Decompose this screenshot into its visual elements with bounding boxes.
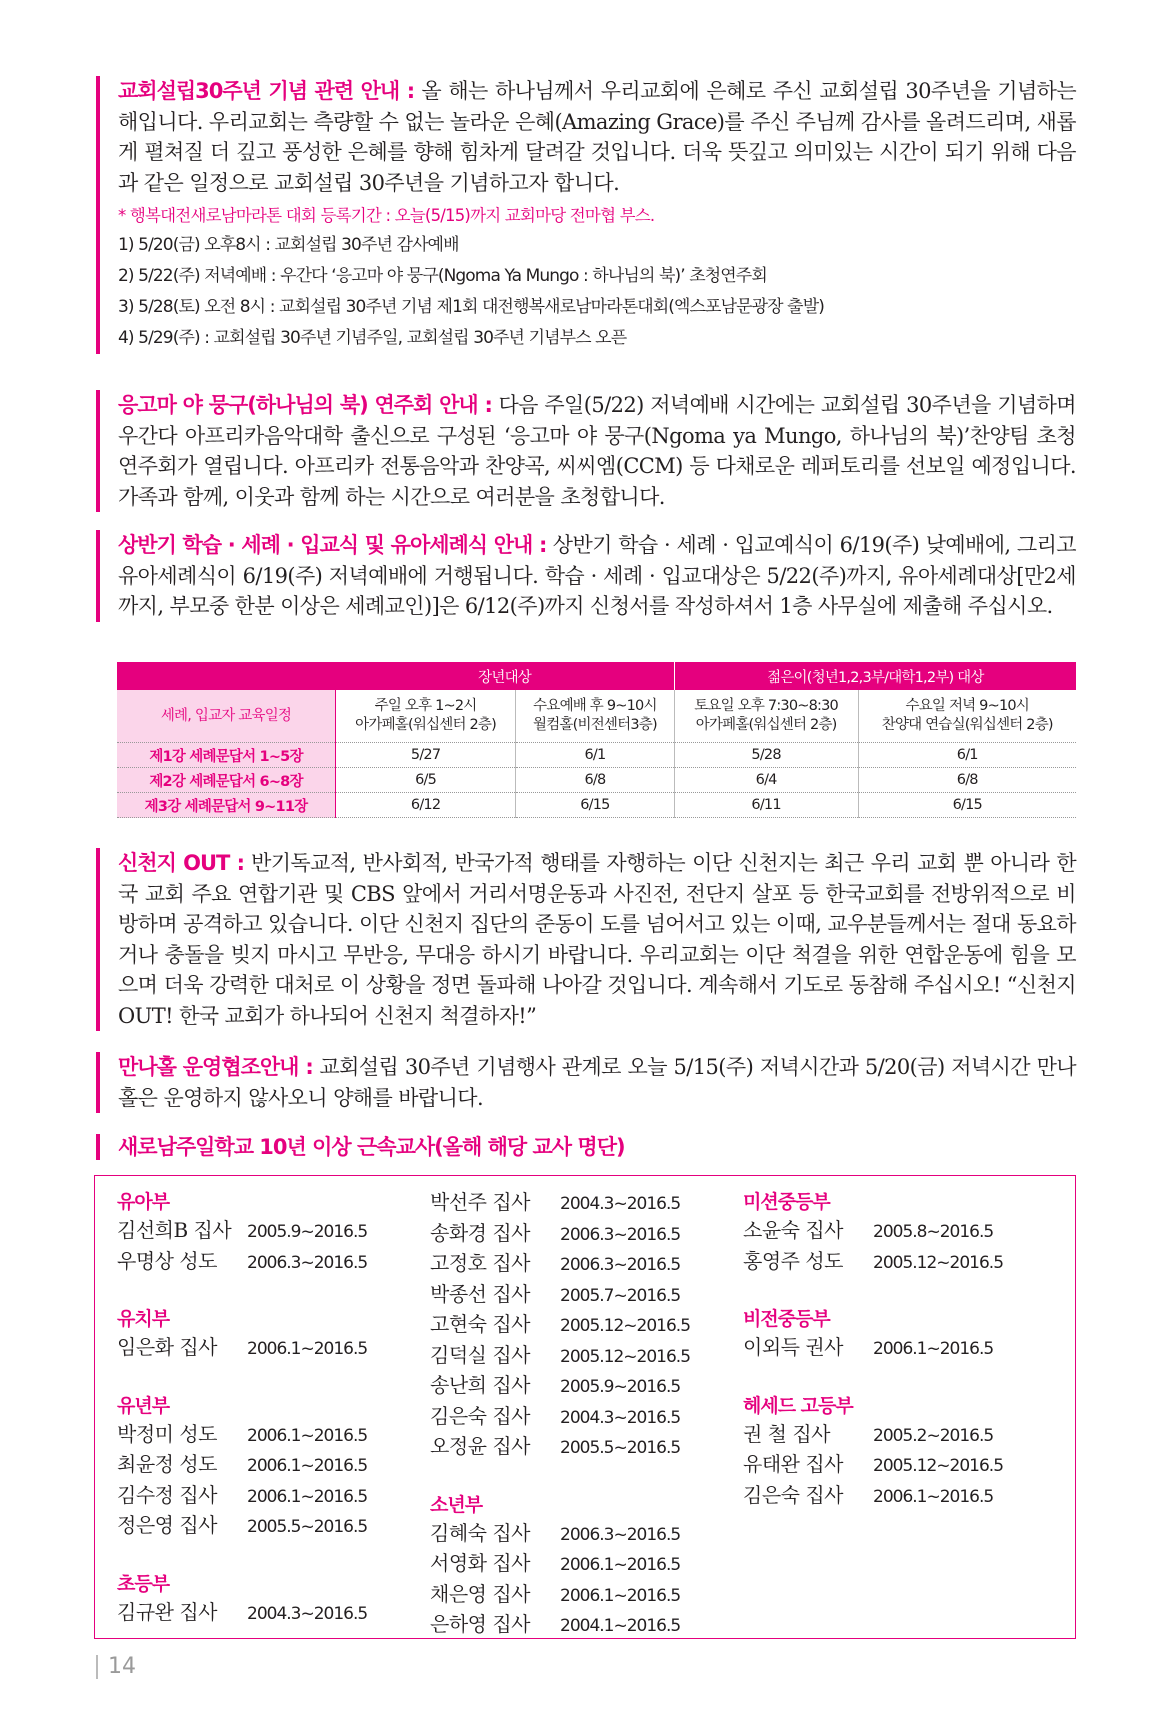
teacher-period: 2005.5~2016.5 — [560, 1438, 681, 1458]
teacher-period: 2006.1~2016.5 — [247, 1456, 368, 1476]
teacher-name: 오정윤 집사 — [430, 1434, 530, 1458]
teacher-name: 김규완 집사 — [117, 1599, 217, 1624]
teacher-name: 홍영주 성도 — [743, 1248, 843, 1273]
teacher-entry — [430, 1310, 690, 1341]
teacher-name: 김수정 집사 — [117, 1482, 217, 1507]
table-cell: 6/4 — [674, 768, 858, 793]
education-schedule-table — [117, 662, 1076, 818]
teacher-name: 박선주 집사 — [430, 1190, 530, 1214]
teacher-name: 정은영 집사 — [117, 1513, 217, 1537]
manna-heading: 만나홀 운영협조안내 : — [118, 1055, 313, 1079]
teachers-title: 새로남주일학교 10년 이상 근속교사(올해 해당 교사 명단) — [96, 1134, 625, 1160]
section-shincheonji — [96, 848, 1076, 1031]
teacher-period: 2005.12~2016.5 — [560, 1316, 691, 1336]
manna-body: 교회설립 30주년 기념행사 관계로 오늘 5/15(주) 저녁시간과 5/20(금) 저녁시간 만나홀은 운영하지 않사오니 양해를 바랍니다. — [118, 1055, 1076, 1110]
teacher-period: 2006.3~2016.5 — [247, 1252, 368, 1273]
department-heading: 유년부 — [117, 1394, 170, 1417]
teacher-period: 2005.2~2016.5 — [873, 1425, 994, 1446]
teachers-column — [117, 1188, 367, 1628]
group-young: 젊은이(청년1,2,3부/대학1,2부) 대상 — [674, 662, 1076, 690]
teacher-entry — [430, 1188, 690, 1219]
department-heading: 헤세드 고등부 — [743, 1394, 853, 1417]
teacher-entry — [743, 1420, 1003, 1451]
teacher-entry — [430, 1341, 690, 1372]
table-cell: 6/1 — [858, 743, 1076, 768]
teacher-name: 박정미 성도 — [117, 1421, 217, 1446]
anniversary-heading: 교회설립30주년 기념 관련 안내 : — [118, 79, 415, 103]
schedule-item: 1) 5/20(금) 오후8시 : 교회설립 30주년 감사예배 — [118, 235, 459, 255]
teacher-name: 소윤숙 집사 — [743, 1218, 843, 1242]
table-row — [117, 768, 1076, 793]
teachers-column — [743, 1188, 1003, 1511]
teacher-entry — [117, 1481, 367, 1512]
teacher-name: 송화경 집사 — [430, 1220, 530, 1245]
col-header: 주일 오후 1~2시 아가페홀(워십센터 2층) — [336, 690, 516, 743]
teacher-name: 김덕실 집사 — [430, 1342, 530, 1367]
teacher-entry — [743, 1333, 1003, 1364]
teacher-period: 2005.12~2016.5 — [873, 1456, 1004, 1476]
department-heading: 유아부 — [117, 1191, 170, 1213]
table-cell: 6/8 — [516, 768, 675, 793]
teacher-entry — [430, 1249, 690, 1280]
table-row — [117, 793, 1076, 818]
group-adults: 장년대상 — [336, 662, 675, 690]
row-label-schedule: 세례, 입교자 교육일정 — [117, 690, 336, 743]
teacher-entry — [117, 1511, 367, 1542]
col-header: 수요일 저녁 9~10시 찬양대 연습실(워십센터 2층) — [858, 690, 1076, 743]
concert-body: 다음 주일(5/22) 저녁예배 시간에는 교회설립 30주년을 기념하며 우간다 아프리카음악대학 출신으로 구성된 ‘응고마 야 뭉구(Ngoma ya Mungo, 하나님의 북)’찬양팀 초청 연주회가 열립니다. 아프리카 전통음악과 찬양곡, 씨씨엠(CCM) 등 다채로운 레퍼토리를 선보일 예정입니다. 가족과 함께, 이웃과 함께 하는 시간으로 여러분을 초청합니다. — [118, 393, 1076, 509]
teacher-name: 은하영 집사 — [430, 1612, 530, 1636]
teacher-period: 2005.5~2016.5 — [247, 1517, 368, 1537]
teacher-entry — [430, 1519, 690, 1550]
teacher-period: 2006.1~2016.5 — [247, 1425, 368, 1446]
department-heading: 유치부 — [117, 1308, 170, 1330]
baptism-heading: 상반기 학습 · 세례 · 입교식 및 유아세례식 안내 : — [118, 533, 547, 557]
teacher-name: 김혜숙 집사 — [430, 1520, 530, 1545]
teacher-name: 유태완 집사 — [743, 1452, 843, 1476]
shincheonji-heading: 신천지 OUT : — [118, 851, 245, 875]
teacher-entry — [743, 1481, 1003, 1512]
anniversary-body: 올 해는 하나님께서 우리교회에 은혜로 주신 교회설립 30주년을 기념하는 해입니다. 우리교회는 측량할 수 없는 놀라운 은혜(Amazing Grace)를 주신 주님께 감사를 올려드리며, 새롭게 펼쳐질 더 깊고 풍성한 은혜를 향해 힘차게 달려갈 것입니다. 더욱 뜻깊고 의미있는 시간이 되기 위해 다음과 같은 일정으로 교회설립 30주년을 기념하고자 합니다. — [118, 79, 1077, 195]
teachers-column — [430, 1188, 690, 1641]
teacher-period: 2006.1~2016.5 — [560, 1555, 681, 1575]
teacher-name: 고정호 집사 — [430, 1251, 530, 1275]
teacher-name: 우명상 성도 — [117, 1248, 217, 1273]
teacher-entry — [117, 1333, 367, 1364]
row-label: 제3강 세례문답서 9~11장 — [117, 793, 336, 818]
section-concert — [96, 390, 1076, 512]
table-cell: 6/1 — [516, 743, 675, 768]
page-number: 14 — [96, 1655, 136, 1679]
teacher-period: 2006.1~2016.5 — [560, 1585, 681, 1606]
section-manna-hall — [96, 1052, 1076, 1113]
teacher-name: 김은숙 집사 — [743, 1482, 843, 1507]
teacher-entry — [117, 1450, 367, 1481]
teacher-entry — [430, 1280, 690, 1311]
teacher-name: 임은화 집사 — [117, 1335, 217, 1359]
department-heading: 초등부 — [117, 1572, 170, 1595]
col-header: 토요일 오후 7:30~8:30 아가페홀(워십센터 2층) — [674, 690, 858, 743]
teacher-period: 2006.3~2016.5 — [560, 1224, 681, 1245]
table-subheader — [117, 690, 1076, 743]
teacher-period: 2004.3~2016.5 — [560, 1194, 681, 1214]
teacher-period: 2004.1~2016.5 — [560, 1616, 681, 1636]
table-cell: 6/8 — [858, 768, 1076, 793]
row-label: 제2강 세례문답서 6~8장 — [117, 768, 336, 793]
teacher-entry — [430, 1402, 690, 1433]
teacher-name: 송난희 집사 — [430, 1373, 530, 1397]
teacher-name: 고현숙 집사 — [430, 1312, 530, 1336]
table-cell: 5/27 — [336, 743, 516, 768]
teacher-entry — [743, 1216, 1003, 1247]
teachers-box — [94, 1175, 1076, 1639]
anniversary-paragraph — [118, 76, 1076, 198]
baptism-paragraph — [118, 530, 1076, 622]
schedule-item: 3) 5/28(토) 오전 8시 : 교회설립 30주년 기념 제1회 대전행복새로남마라톤대회(엑스포남문광장 출발) — [118, 297, 824, 317]
teacher-name: 김선희B 집사 — [117, 1218, 232, 1242]
col-header: 수요예배 후 9~10시 월컴홀(비전센터3층) — [516, 690, 675, 743]
marathon-note: * 행복대전새로남마라톤 대회 등록기간 : 오늘(5/15)까지 교회마당 전마협 부스. — [118, 206, 655, 225]
shincheonji-body: 반기독교적, 반사회적, 반국가적 행태를 자행하는 이단 신천지는 최근 우리 교회 뿐 아니라 한국 교회 주요 연합기관 및 CBS 앞에서 거리서명운동과 사진전, 전단지 살포 등 한국교회를 전방위적으로 비방하며 공격하고 있습니다. 이단 신천지 집단의 준동이 도를 넘어서고 있는 이때, 교우분들께서는 절대 동요하거나 충돌을 빚지 마시고 무반응, 무대응 하시기 바랍니다. 우리교회는 이단 척결을 위한 연합운동에 힘을 모으며 더욱 강력한 대처로 이 상황을 정면 돌파해 나아갈 것입니다. 계속해서 기도로 동참해 주십시오! “신천지 OUT! 한국 교회가 하나되어 신천지 척결하자!” — [118, 851, 1076, 1028]
teacher-entry — [117, 1598, 367, 1629]
teacher-period: 2006.1~2016.5 — [873, 1339, 994, 1359]
teacher-period: 2005.12~2016.5 — [873, 1252, 1004, 1273]
teacher-period: 2006.1~2016.5 — [247, 1339, 368, 1359]
teacher-entry — [743, 1247, 1003, 1278]
teacher-entry — [430, 1580, 690, 1611]
teacher-period: 2006.1~2016.5 — [247, 1486, 368, 1507]
teacher-entry — [117, 1247, 367, 1278]
teacher-entry — [430, 1610, 690, 1641]
section-baptism — [96, 530, 1076, 622]
table-group-header — [117, 662, 1076, 690]
teacher-name: 박종선 집사 — [430, 1281, 530, 1306]
schedule-item: 4) 5/29(주) : 교회설립 30주년 기념주일, 교회설립 30주년 기념부스 오픈 — [118, 328, 627, 348]
row-label: 제1강 세례문답서 1~5장 — [117, 743, 336, 768]
teacher-period: 2004.3~2016.5 — [247, 1603, 368, 1624]
teacher-name: 최윤정 성도 — [117, 1452, 217, 1476]
table-cell: 6/11 — [674, 793, 858, 818]
schedule-item: 2) 5/22(주) 저녁예배 : 우간다 ‘응고마 야 뭉구(Ngoma Ya Mungo : 하나님의 북)’ 초청연주회 — [118, 266, 767, 286]
department-heading: 소년부 — [430, 1493, 483, 1516]
teacher-period: 2006.3~2016.5 — [560, 1255, 681, 1275]
teacher-entry — [430, 1549, 690, 1580]
teacher-period: 2006.3~2016.5 — [560, 1524, 681, 1545]
department-heading: 미션중등부 — [743, 1191, 830, 1213]
teacher-name: 김은숙 집사 — [430, 1403, 530, 1428]
teacher-entry — [743, 1450, 1003, 1481]
department-heading: 비전중등부 — [743, 1308, 830, 1330]
teacher-period: 2005.9~2016.5 — [560, 1377, 681, 1397]
teacher-entry — [430, 1432, 690, 1463]
manna-paragraph — [118, 1052, 1076, 1113]
shincheonji-paragraph — [118, 848, 1076, 1031]
teacher-period: 2004.3~2016.5 — [560, 1407, 681, 1428]
teacher-period: 2006.1~2016.5 — [873, 1486, 994, 1507]
teacher-name: 서영화 집사 — [430, 1551, 530, 1575]
section-anniversary — [96, 76, 1076, 354]
teacher-period: 2005.7~2016.5 — [560, 1285, 681, 1306]
table-cell: 5/28 — [674, 743, 858, 768]
table-row — [117, 743, 1076, 768]
teacher-entry — [430, 1371, 690, 1402]
concert-paragraph — [118, 390, 1076, 512]
teacher-period: 2005.9~2016.5 — [247, 1222, 368, 1242]
table-cell: 6/15 — [516, 793, 675, 818]
teacher-period: 2005.8~2016.5 — [873, 1222, 994, 1242]
teacher-name: 권 철 집사 — [743, 1421, 830, 1446]
concert-heading: 응고마 야 뭉구(하나님의 북) 연주회 안내 : — [118, 393, 492, 417]
teacher-entry — [117, 1420, 367, 1451]
teacher-period: 2005.12~2016.5 — [560, 1346, 691, 1367]
table-cell: 6/5 — [336, 768, 516, 793]
table-cell: 6/12 — [336, 793, 516, 818]
table-cell: 6/15 — [858, 793, 1076, 818]
teacher-entry — [430, 1219, 690, 1250]
baptism-body: 상반기 학습 · 세례 · 입교예식이 6/19(주) 낮예배에, 그리고 유아세례식이 6/19(주) 저녁예배에 거행됩니다. 학습 · 세례 · 입교대상은 5/22(주)까지, 유아세례대상[만2세까지, 부모중 한분 이상은 세례교인)]은 6/12(주)까지 신청서를 작성하셔서 1층 사무실에 제출해 주십시오. — [118, 533, 1076, 618]
teacher-name: 채은영 집사 — [430, 1581, 530, 1606]
teacher-name: 이외득 권사 — [743, 1335, 843, 1359]
teacher-entry — [117, 1216, 367, 1247]
